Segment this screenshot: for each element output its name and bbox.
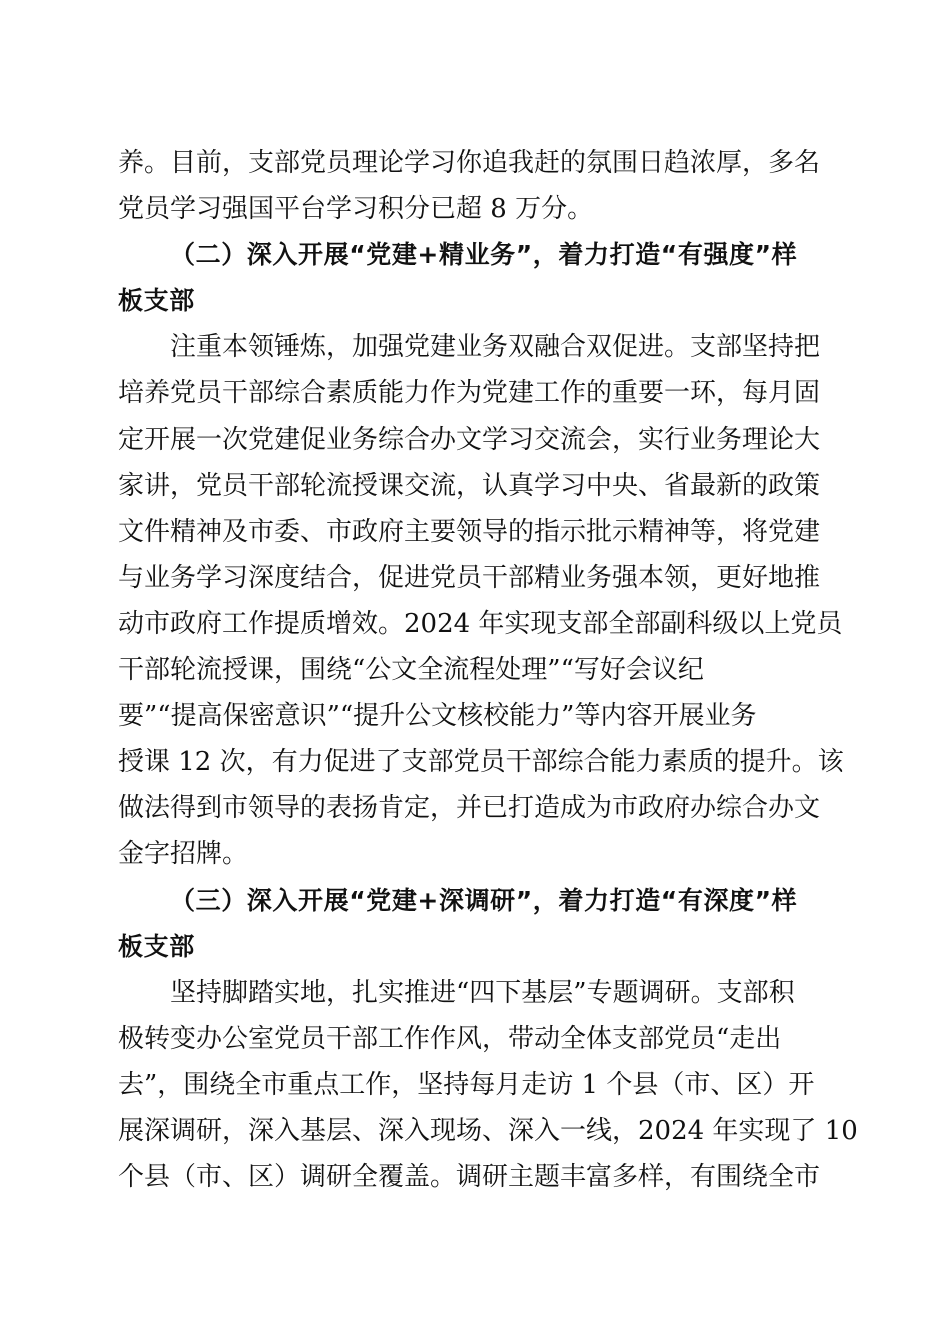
- paragraph-line: 与业务学习深度结合，促进党员干部精业务强本领，更好地推: [118, 562, 821, 593]
- paragraph-line: 授课 12 次，有力促进了支部党员干部综合能力素质的提升。该: [118, 747, 844, 778]
- document-body: [118, 140, 858, 1200]
- paragraph-line: 金字招牌。: [118, 839, 249, 870]
- paragraph-line: 文件精神及市委、市政府主要领导的指示批示精神等，将党建: [118, 516, 821, 547]
- paragraph-line: 培养党员干部综合素质能力作为党建工作的重要一环，每月固: [118, 378, 821, 409]
- paragraph-line: 要”“提高保密意识”“提升公文核校能力”等内容开展业务: [118, 701, 757, 732]
- section-heading-line: （三）深入开展“党建+深调研”，着力打造“有深度”样: [170, 885, 798, 915]
- paragraph-line: 个县（市、区）调研全覆盖。调研主题丰富多样，有围绕全市: [118, 1162, 821, 1193]
- paragraph-line: 家讲，党员干部轮流授课交流，认真学习中央、省最新的政策: [118, 470, 821, 501]
- paragraph-line: 极转变办公室党员干部工作作风，带动全体支部党员“走出: [118, 1023, 782, 1054]
- section-heading-line: 板支部: [118, 286, 195, 316]
- paragraph-line: 干部轮流授课，围绕“公文全流程处理”“写好会议纪: [118, 655, 704, 686]
- section-heading-line: 板支部: [118, 931, 195, 961]
- paragraph-line: 做法得到市领导的表扬肯定，并已打造成为市政府办综合办文: [118, 793, 821, 824]
- paragraph-line: 养。目前，支部党员理论学习你追我赶的氛围日趋浓厚，多名: [118, 148, 821, 178]
- paragraph-line: 党员学习强国平台学习积分已超 8 万分。: [118, 194, 594, 225]
- paragraph-line: 展深调研，深入基层、深入现场、深入一线，2024 年实现了 10: [118, 1115, 858, 1146]
- section-heading-line: （二）深入开展“党建+精业务”，着力打造“有强度”样: [170, 240, 798, 270]
- paragraph-line: 坚持脚踏实地，扎实推进“四下基层”专题调研。支部积: [170, 977, 795, 1008]
- paragraph-line: 注重本领锤炼，加强党建业务双融合双促进。支部坚持把: [170, 332, 821, 363]
- paragraph-line: 动市政府工作提质增效。2024 年实现支部全部副科级以上党员: [118, 608, 843, 639]
- paragraph-line: 定开展一次党建促业务综合办文学习交流会，实行业务理论大: [118, 424, 821, 455]
- paragraph-line: 去”，围绕全市重点工作，坚持每月走访 1 个县（市、区）开: [118, 1069, 815, 1100]
